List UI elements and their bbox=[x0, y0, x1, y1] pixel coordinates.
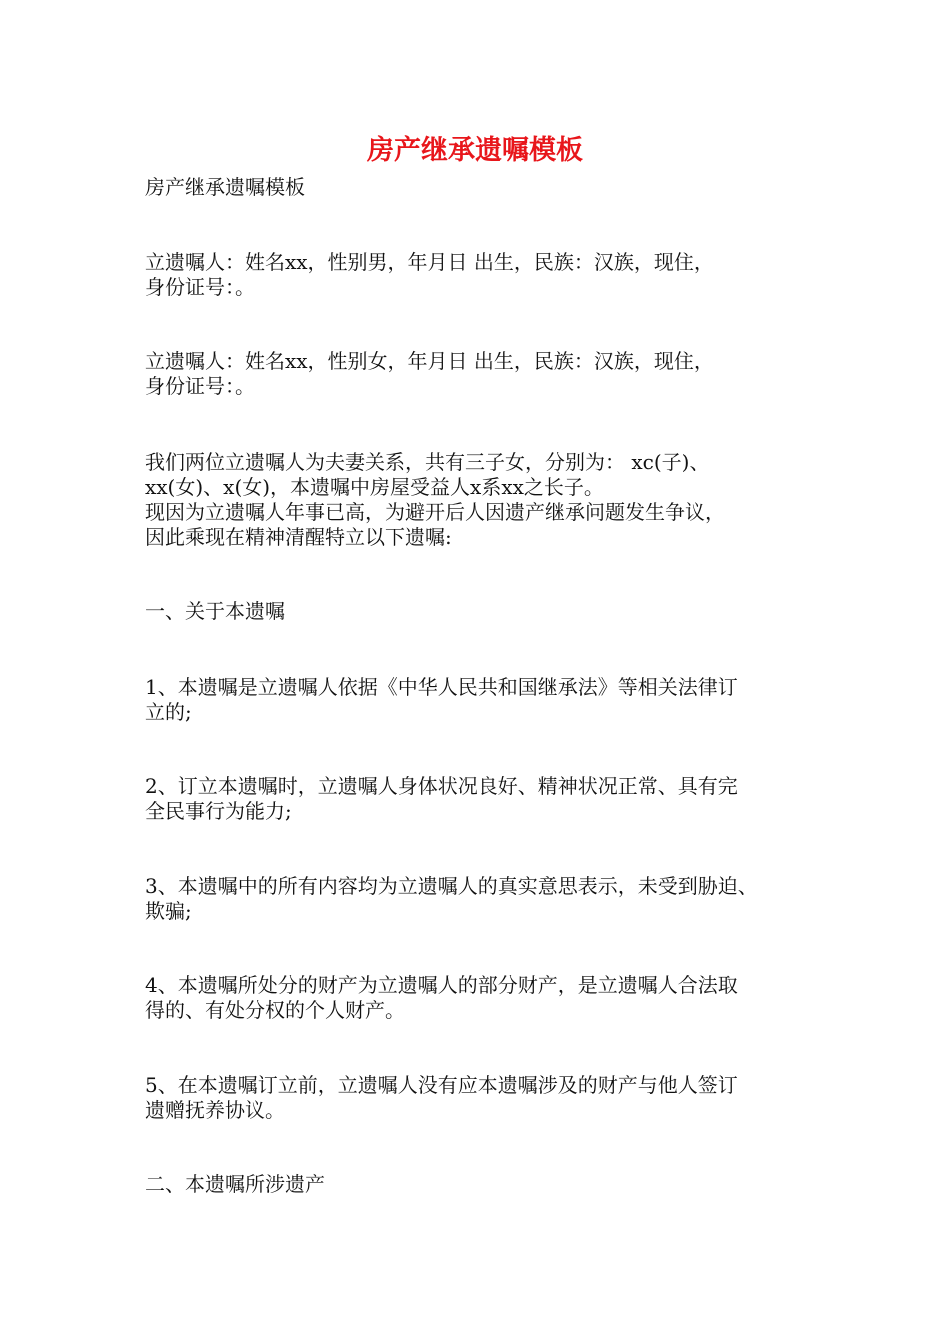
clause-2-line: 2、订立本遗嘱时，立遗嘱人身体状况良好、精神状况正常、具有完 bbox=[145, 774, 738, 798]
clause-3-line: 欺骗; bbox=[145, 899, 192, 923]
paragraph-line: 因此乘现在精神清醒特立以下遗嘱: bbox=[145, 525, 452, 549]
testator-female-id-line: 身份证号：。 bbox=[145, 374, 255, 398]
clause-1-line: 立的; bbox=[145, 700, 192, 724]
paragraph-line: xx(女)、x(女)，本遗嘱中房屋受益人x系xx之长子。 bbox=[145, 475, 604, 499]
section-heading-2: 二、本遗嘱所涉遗产 bbox=[145, 1172, 325, 1196]
testator-male-line: 立遗嘱人：姓名xx，性别男，年月日 出生，民族：汉族，现住， bbox=[145, 250, 714, 274]
document-title: 房产继承遗嘱模板 bbox=[367, 135, 583, 166]
testator-female-line: 立遗嘱人：姓名xx，性别女，年月日 出生，民族：汉族，现住， bbox=[145, 349, 714, 373]
paragraph-line: 现因为立遗嘱人年事已高，为避开后人因遗产继承问题发生争议， bbox=[145, 500, 725, 524]
clause-4-line: 4、本遗嘱所处分的财产为立遗嘱人的部分财产，是立遗嘱人合法取 bbox=[145, 973, 738, 997]
paragraph-line: 我们两位立遗嘱人为夫妻关系，共有三子女，分别为： xc(子)、 bbox=[145, 450, 710, 474]
clause-5-line: 5、在本遗嘱订立前，立遗嘱人没有应本遗嘱涉及的财产与他人签订 bbox=[145, 1073, 738, 1097]
clause-3-line: 3、本遗嘱中的所有内容均为立遗嘱人的真实意思表示，未受到胁迫、 bbox=[145, 874, 758, 898]
clause-5-line: 遗赠抚养协议。 bbox=[145, 1098, 285, 1122]
clause-2-line: 全民事行为能力; bbox=[145, 799, 292, 823]
clause-1-line: 1、本遗嘱是立遗嘱人依据《中华人民共和国继承法》等相关法律订 bbox=[145, 675, 738, 699]
subtitle-line: 房产继承遗嘱模板 bbox=[145, 175, 305, 199]
section-heading-1: 一、关于本遗嘱 bbox=[145, 599, 285, 623]
clause-4-line: 得的、有处分权的个人财产。 bbox=[145, 998, 405, 1022]
testator-male-id-line: 身份证号：。 bbox=[145, 275, 255, 299]
